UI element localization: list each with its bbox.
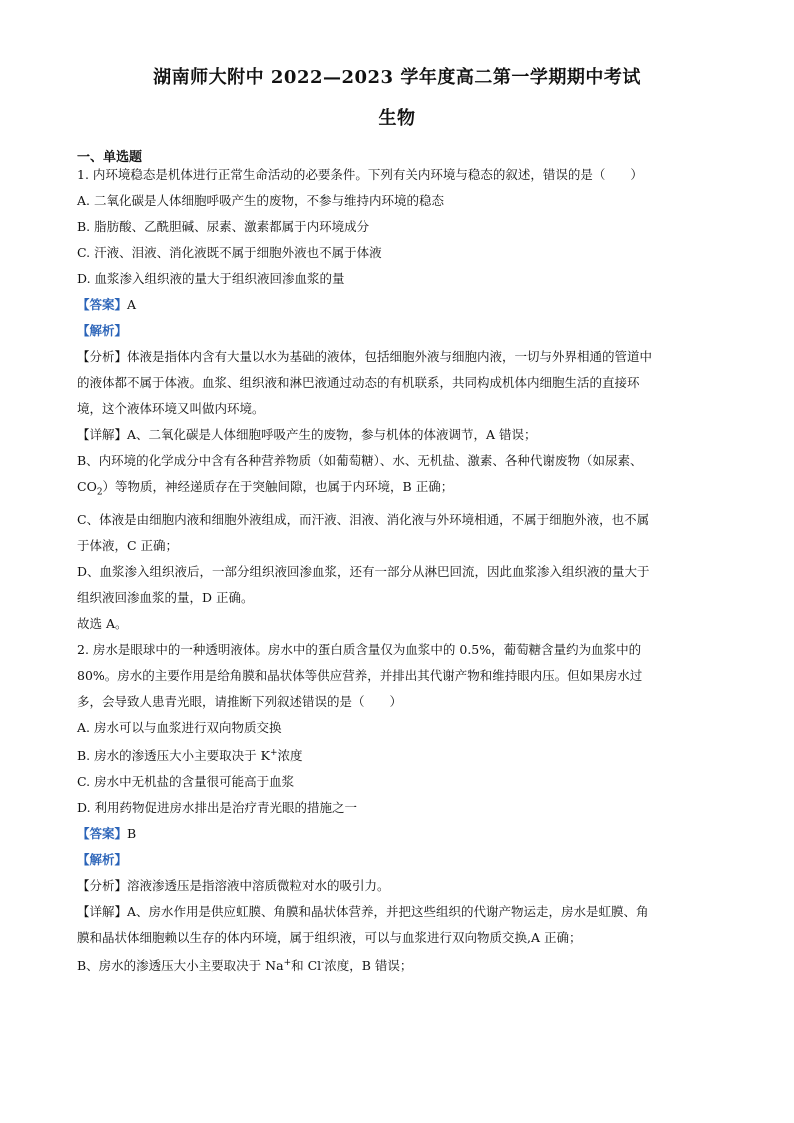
q1-option-d: D. 血浆渗入组织液的量大于组织液回渗血浆的量 [77, 271, 345, 286]
fenxi-label: 【分析】 [77, 349, 128, 364]
q1-option-b: B. 脂肪酸、乙酰胆碱、尿素、激素都属于内环境成分 [77, 219, 370, 234]
fenxi-label: 【分析】 [77, 877, 128, 893]
xiangjie-label: 【详解】 [77, 903, 128, 919]
ion-superscript: + [283, 957, 292, 968]
q2-detail-b [77, 955, 717, 974]
q1-fenxi-line [77, 348, 717, 365]
q2-option-b [77, 745, 717, 764]
q1-analysis-heading [77, 322, 717, 339]
q2-stem-1: 2. 房水是眼球中的一种透明液体。房水中的蛋白质含量仅为血浆中的 0.5%，葡萄糖含量约为血浆中的 [77, 641, 642, 657]
fenxi-text: 体液是指体内含有大量以水为基础的液体，包括细胞外液与细胞内液，一切与外界相通的管道中 [127, 349, 653, 364]
q1-fenxi-line: 境，这个液体环境又叫做内环境。 [77, 401, 265, 416]
q1-detail-a [77, 426, 717, 443]
q1-fenxi-paragraph [77, 348, 717, 417]
detail-text: ）等物质，神经递质存在于突触间隙，也属于内环境，B 正确； [102, 479, 454, 494]
question-content [77, 166, 717, 983]
option-text: 浓度 [277, 747, 303, 763]
q1-fenxi-line: 的液体都不属于体液。血浆、组织液和淋巴液通过动态的有机联系，共同构成机体内细胞生活的直接环 [77, 375, 640, 390]
detail-text: A、房水作用是供应虹膜、角膜和晶状体营养，并把这些组织的代谢产物运走，房水是虹膜、角 [127, 903, 649, 919]
q2-stem-2: 80%。房水的主要作用是给角膜和晶状体等供应营养，并排出其代谢产物和维持眼内压。但如果房水过 [77, 667, 643, 683]
ion-superscript: - [321, 957, 325, 968]
q2-stem-3: 多，会导致人患青光眼，请推断下列叙述错误的是（ ） [77, 693, 403, 709]
subject-title: 生物 [378, 108, 416, 129]
q1-option-c: C. 汗液、泪液、消化液既不属于细胞外液也不属于体液 [77, 245, 382, 260]
detail-text: A、二氧化碳是人体细胞呼吸产生的废物，参与机体的体液调节，A 错误； [127, 427, 537, 442]
q2-option-a: A. 房水可以与血浆进行双向物质交换 [77, 719, 282, 735]
q2-option-d: D. 利用药物促进房水排出是治疗青光眼的措施之一 [77, 799, 358, 815]
q2-answer [77, 825, 717, 842]
detail-text: 和 Cl [291, 957, 322, 973]
answer-value: B [127, 825, 137, 841]
q1-detail-c-1: C、体液是由细胞内液和细胞外液组成，而汗液、泪液、消化液与外环境相通，不属于细胞外液，也不属 [77, 511, 650, 527]
detail-text: B、房水的渗透压大小主要取决于 Na [77, 957, 284, 973]
exam-title: 湖南师大附中 2022—2023 学年度高二第一学期期中考试 [153, 67, 641, 88]
xiangjie-label: 【详解】 [77, 427, 128, 442]
q1-detail-d-2: 组织液回渗血浆的量，D 正确。 [77, 589, 254, 605]
q2-option-c: C. 房水中无机盐的含量很可能高于血浆 [77, 773, 295, 789]
section-heading: 一、单选题 [77, 150, 143, 165]
q2-fenxi [77, 877, 717, 894]
q1-detail-d-1: D、血浆渗入组织液后，一部分组织液回渗血浆，还有一部分从淋巴回流，因此血浆渗入组织液的量大于 [77, 563, 650, 579]
q1-stem: 1. 内环境稳态是机体进行正常生命活动的必要条件。下列有关内环境与稳态的叙述，错误的是（ ） [77, 167, 643, 182]
q1-detail-b-1: B、内环境的化学成分中含有各种营养物质（如葡萄糖）、水、无机盐、激素、各种代谢废物（如尿素、 [77, 453, 643, 468]
q1-option-a: A. 二氧化碳是人体细胞呼吸产生的废物，不参与维持内环境的稳态 [77, 193, 444, 208]
ion-superscript: + [269, 747, 278, 758]
answer-label: 【答案】 [77, 825, 128, 841]
answer-label: 【答案】 [77, 297, 128, 312]
answer-value: A [127, 297, 137, 312]
co2-subscript: 2 [96, 487, 103, 498]
q1-detail-b-2 [77, 478, 717, 502]
q1-detail-c-2: 于体液，C 正确； [77, 537, 179, 553]
fenxi-text: 溶液渗透压是指溶液中溶质微粒对水的吸引力。 [127, 877, 390, 893]
q2-analysis-heading [77, 851, 717, 868]
q2-detail-a-1 [77, 903, 717, 920]
detail-text: 浓度，B 错误； [324, 957, 413, 973]
analysis-label: 【解析】 [77, 851, 128, 867]
q1-conclusion: 故选 A。 [77, 615, 128, 631]
co2-formula: CO [77, 479, 97, 494]
q1-answer [77, 296, 717, 313]
q2-detail-a-2: 膜和晶状体细胞赖以生存的体内环境，属于组织液，可以与血浆进行双向物质交换,A 正确； [77, 929, 582, 945]
analysis-label: 【解析】 [77, 323, 128, 338]
option-text: B. 房水的渗透压大小主要取决于 K [77, 747, 270, 763]
